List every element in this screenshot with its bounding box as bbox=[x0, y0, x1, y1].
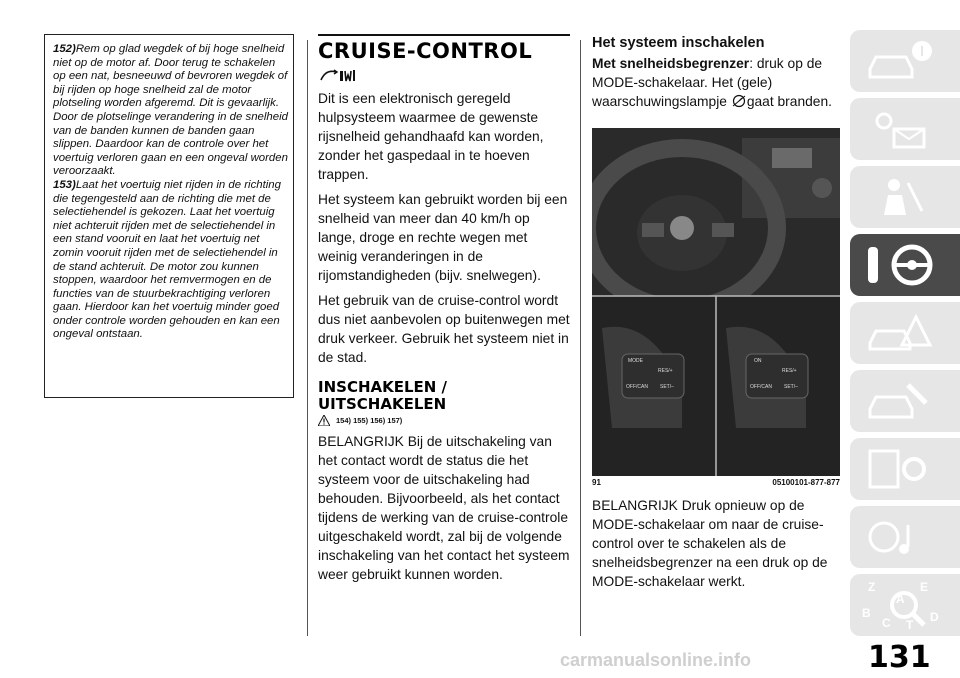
switch-label-mode: MODE bbox=[628, 358, 643, 364]
usage-paragraph: Het systeem kan gebruikt worden bij een snelheid van meer dan 40 km/h op lange, droge en rechte wegen met weinig veranderingen in de rijomstandigheden (bijv. snelwegen). bbox=[318, 192, 568, 283]
activation-section bbox=[592, 34, 842, 119]
multimedia-icon bbox=[864, 515, 934, 559]
maintenance-icon bbox=[864, 379, 934, 423]
figure-number: 91 bbox=[592, 478, 601, 487]
figure-caption bbox=[592, 478, 840, 487]
limiter-text-a: : druk op de MODE-schakelaar. Het (gele) waarschuwingslampje bbox=[592, 56, 823, 109]
steering-wheel-figure bbox=[592, 128, 840, 476]
mode-switch-paragraph: BELANGRIJK Druk opnieuw op de MODE-schakelaar om naar de cruise-control over te schakelen als de snelheidsbegrenzer na een druk op de MODE-schakelaar werkt. bbox=[592, 498, 828, 589]
subsection-title: INSCHAKELEN / UITSCHAKELEN bbox=[318, 378, 448, 413]
index-letter: Z bbox=[868, 580, 876, 594]
title-rule bbox=[318, 34, 570, 36]
warning-152-number: 152) bbox=[53, 43, 76, 55]
emergency-icon bbox=[864, 311, 934, 355]
dashboard-info-icon bbox=[864, 39, 934, 83]
warning-152-text: Rem op glad wegdek of bij hoge snelheid niet op de motor af. Door terug te schakelen op een nat, besneeuwd of bevroren wegdek of bij rijden op hoge snelheid zal de motor plotseling worden afgeremd. Dit is gevaarlijk. Door de plotselinge verandering in de snelheid van de banden kunnen de banden gaan slippen. Daardoor kan de controle over het voertuig verloren gaan en een ongeval worden veroorzaakt. bbox=[53, 43, 288, 178]
index-letter: B bbox=[862, 606, 871, 620]
index-letter: T bbox=[906, 618, 914, 632]
tab-starting-driving[interactable] bbox=[850, 234, 960, 296]
warning-reference-numbers: 154) 155) 156) 157) bbox=[336, 416, 403, 425]
tab-safety[interactable] bbox=[850, 166, 960, 228]
index-letters bbox=[858, 578, 954, 632]
warning-152 bbox=[53, 43, 289, 179]
switch-label-on: ON bbox=[754, 358, 762, 364]
switch-label-set-left: SET/– bbox=[660, 384, 674, 390]
warning-triangle-icon bbox=[318, 415, 330, 426]
tab-maintenance[interactable] bbox=[850, 370, 960, 432]
index-letter: C bbox=[882, 616, 891, 630]
tab-multimedia[interactable] bbox=[850, 506, 960, 568]
switch-label-off-right: OFF/CAN bbox=[750, 384, 772, 390]
column-divider-left bbox=[307, 40, 308, 636]
warning-153-number: 153) bbox=[53, 178, 76, 191]
index-letter: A bbox=[896, 592, 905, 606]
warning-153 bbox=[53, 179, 289, 342]
tab-warning-lights[interactable] bbox=[850, 98, 960, 160]
watermark: carmanualsonline.info bbox=[560, 650, 752, 670]
index-letter: D bbox=[930, 610, 939, 624]
tab-emergency[interactable] bbox=[850, 302, 960, 364]
limiter-text-b: gaat branden. bbox=[746, 94, 832, 109]
technical-data-icon bbox=[864, 447, 934, 491]
warning-153-text: Laat het voertuig niet rijden in de richting die tegengesteld aan de richting die met de selectiehendel is gekozen. Laat het voertuig niet achteruit rijden met de selectiehendel in een stand vooruit en laat het voertuig net zomin vooruit rijden met de selectiehendel in de stand achteruit. De motor zou kunnen stoppen, waardoor het remvermogen en de functies van de stuurbekrachtiging verloren gaan. Hierdoor kan het voertuig minder goed onder controle worden gehouden en kan een ongeval ontstaan. bbox=[53, 178, 281, 341]
starting-driving-icon bbox=[864, 241, 944, 289]
switch-label-res-left: RES/+ bbox=[658, 368, 673, 374]
section-title: CRUISE-CONTROL bbox=[318, 39, 533, 63]
limiter-label: Met snelheidsbegrenzer bbox=[592, 56, 750, 71]
activation-heading: Het systeem inschakelen bbox=[592, 35, 765, 51]
switch-label-res-right: RES/+ bbox=[782, 368, 797, 374]
switch-label-off-left: OFF/CAN bbox=[626, 384, 648, 390]
page-number: 131 bbox=[868, 640, 931, 675]
tab-technical-data[interactable] bbox=[850, 438, 960, 500]
cruise-control-icon bbox=[318, 67, 570, 83]
figure-code: 05100101-877-877 bbox=[772, 478, 840, 487]
recommendation-paragraph: Het gebruik van de cruise-control wordt dus niet aanbevolen op buitenwegen met druk verkeer. Gebruik het systeem niet in de stad. bbox=[318, 293, 570, 365]
tab-index[interactable] bbox=[850, 574, 960, 636]
warning-lights-icon bbox=[864, 107, 934, 151]
intro-paragraph: Dit is een elektronisch geregeld hulpsysteem waarmee de gewenste rijsnelheid gehandhaafd kan worden, zonder het gaspedaal in te hoeven trappen. bbox=[318, 91, 544, 182]
warning-references bbox=[318, 415, 570, 426]
important-paragraph: BELANGRIJK Bij de uitschakeling van het contact wordt de status die het systeem voor de uitschakeling had behouden. Bijvoorbeeld, als het contact tijdens de werking van de cruise-controle uitgeschakeld wordt, zal bij de volgende inschakeling van het contact het systeem weer gebruikt kunnen worden. bbox=[318, 434, 570, 582]
switch-label-set-right: SET/– bbox=[784, 384, 798, 390]
tab-dashboard-info[interactable] bbox=[850, 30, 960, 92]
speed-limiter-lamp-icon bbox=[731, 94, 747, 113]
index-letter: E bbox=[920, 580, 929, 594]
column-divider-right bbox=[580, 40, 581, 636]
safety-icon bbox=[864, 175, 934, 219]
limiter-paragraph bbox=[592, 54, 842, 113]
cruise-control-section bbox=[318, 34, 570, 590]
warning-box bbox=[44, 34, 294, 398]
